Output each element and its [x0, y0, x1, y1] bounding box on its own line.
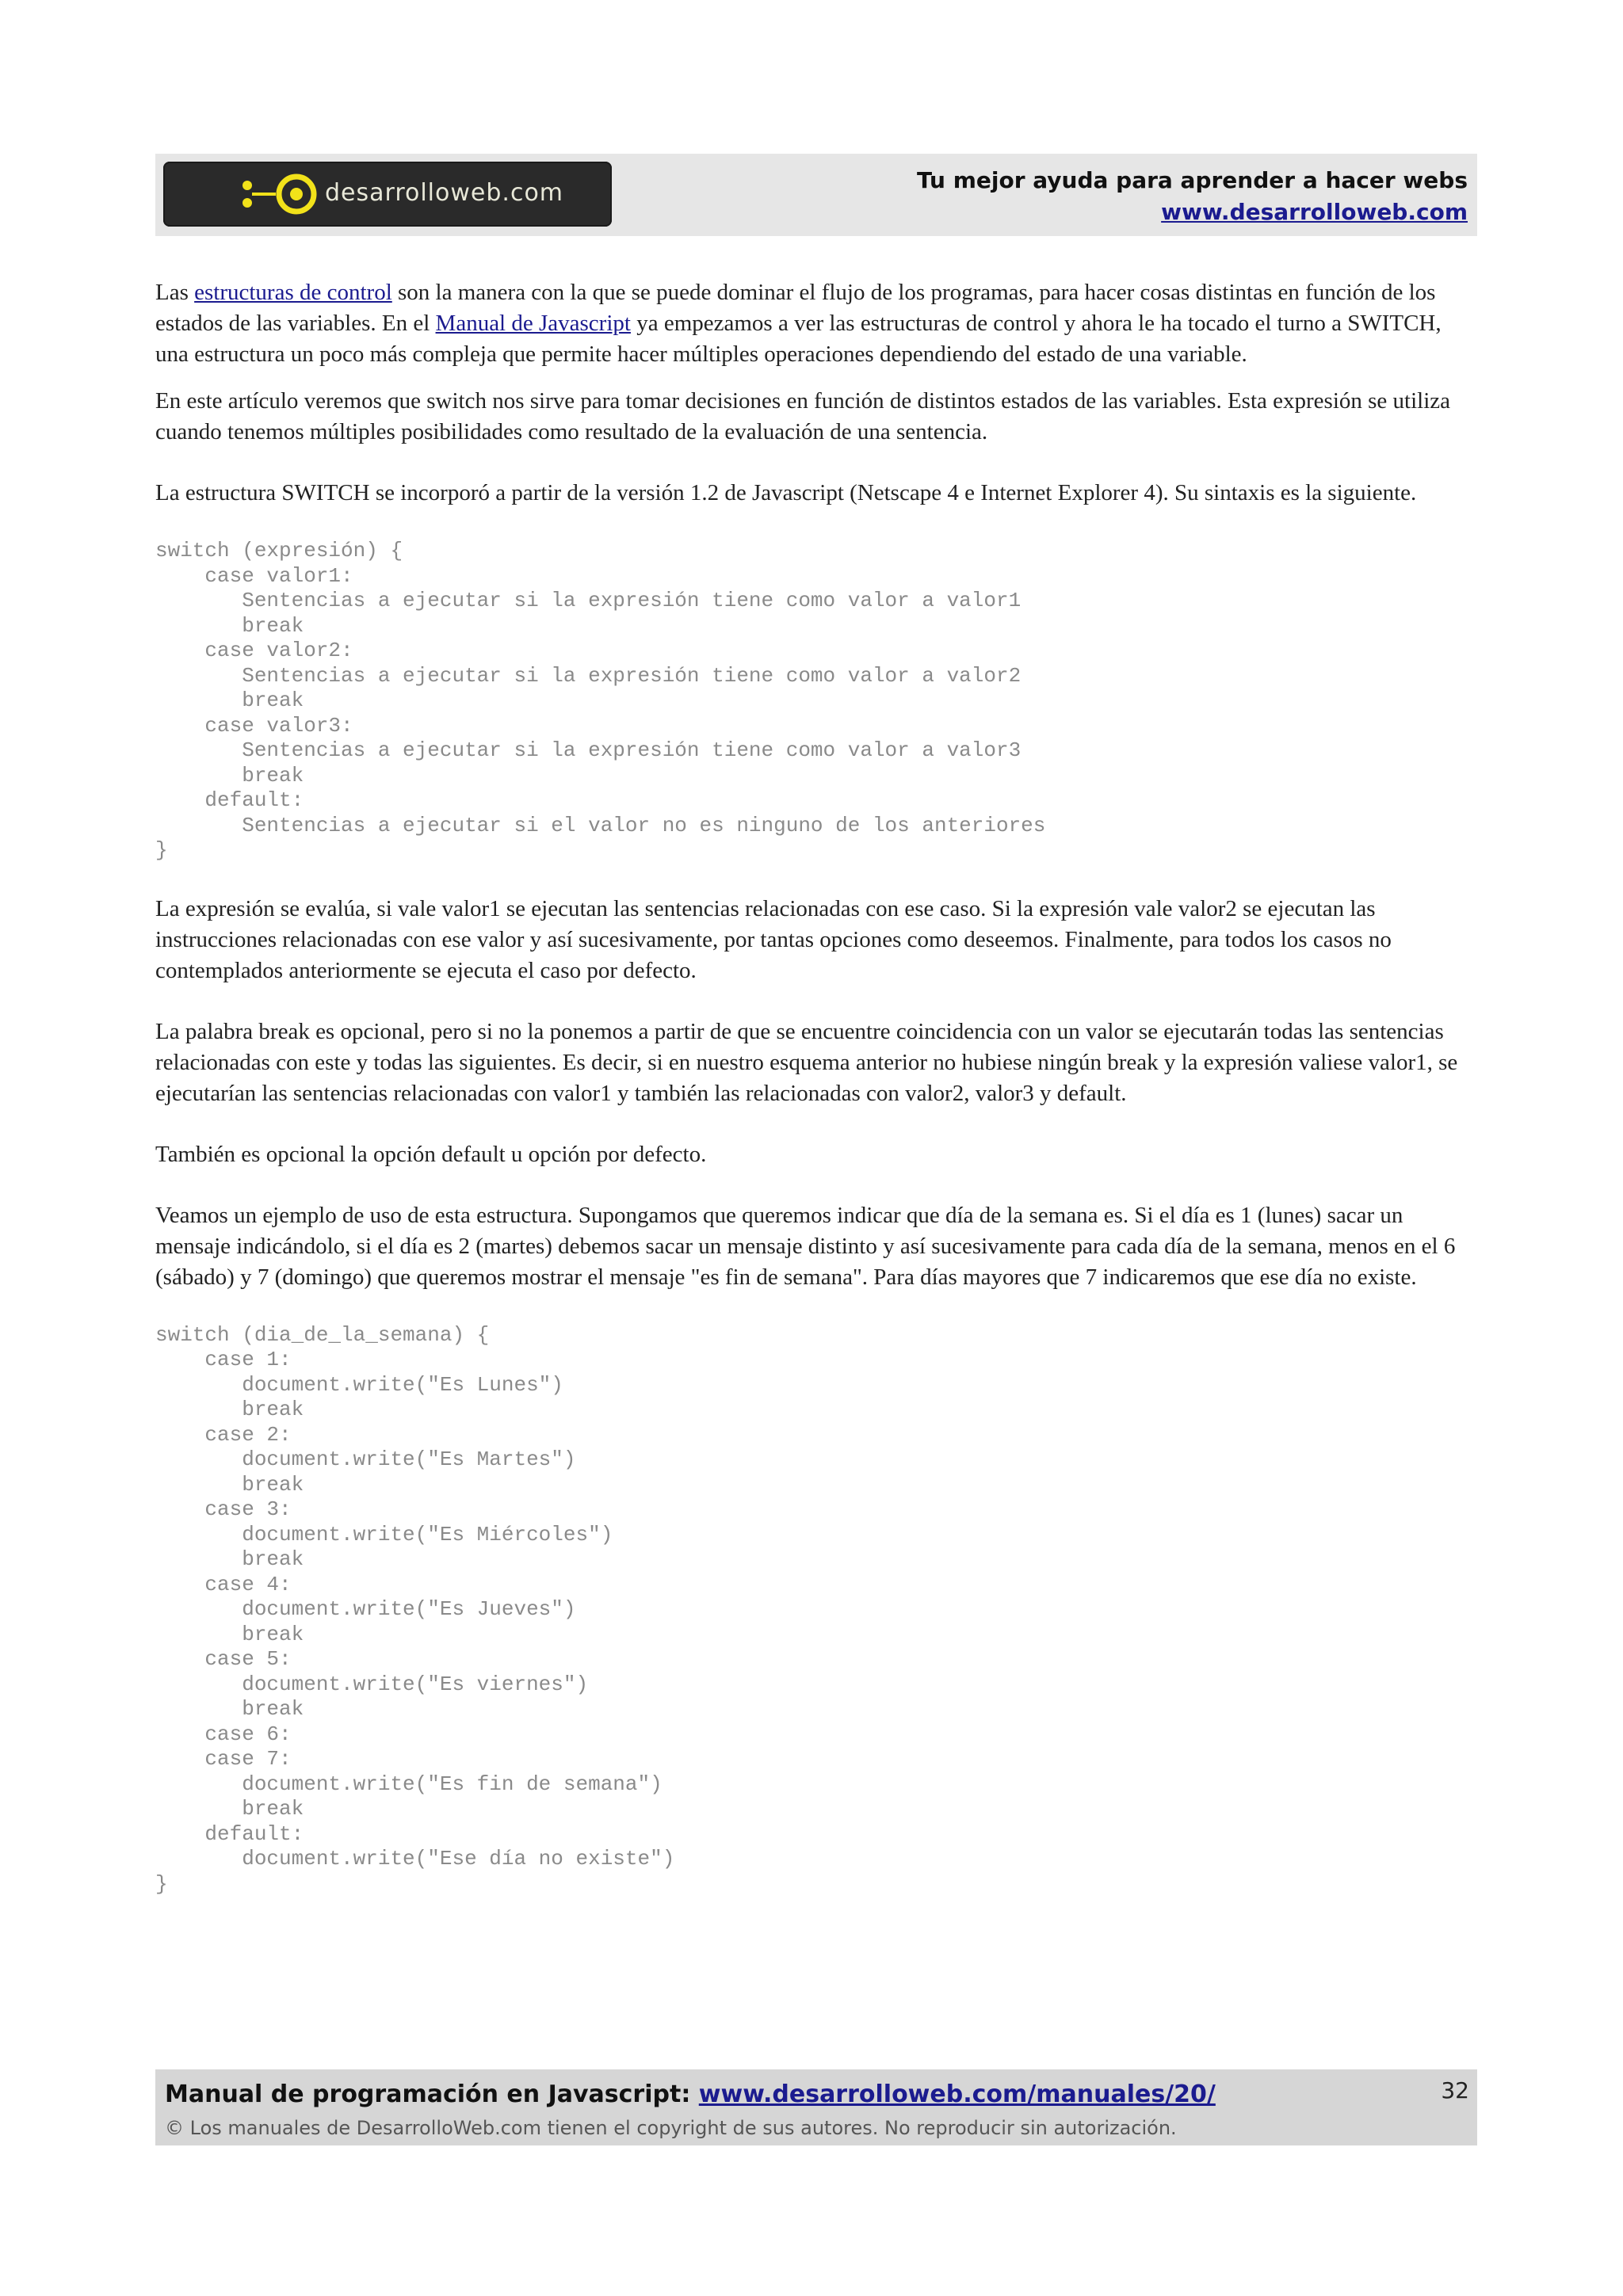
article-content — [155, 277, 1477, 1927]
text-segment: ya empezamos a ver las estructuras de control y ahora le ha tocado el turno a SWITCH, una estructura un poco más compleja que permite hacer múltiples operaciones dependiendo del estado de una variable. — [155, 311, 1442, 367]
code-block-example: switch (dia_de_la_semana) { case 1: document.write("Es Lunes") break case 2: document.write("Es Martes") break case 3: document.write("Es Miércoles") break case 4: document.write("Es Jueves") break case 5: document.write("Es viernes") break case 6: case 7: document.write("Es fin de semana") break default: document.write("Ese día no existe") } — [155, 1322, 675, 1896]
text-segment: son la manera con la que se puede dominar el flujo de los programas, para hacer cosas distintas en función de los estados de las variables. En el — [155, 280, 1436, 336]
paragraph-default: También es opcional la opción default u opción por defecto. — [155, 1141, 707, 1167]
paragraph-evaluation: La expresión se evalúa, si vale valor1 se ejecutan las sentencias relacionadas con ese caso. Si la expresión vale valor2 se ejecutan las instrucciones relacionadas con ese valor y así sucesivamente, por tantas opciones como deseemos. Finalmente, para todos los casos no contemplados anteriormente se ejecuta el caso por defecto. — [155, 895, 1392, 983]
footer-manual-link[interactable]: www.desarrolloweb.com/manuales/20/ — [698, 2081, 1216, 2108]
text-segment: Las — [155, 280, 195, 305]
page-footer — [155, 2069, 1477, 2145]
footer-copyright: © Los manuales de DesarrolloWeb.com tienen el copyright de sus autores. No reproducir sin autorización. — [165, 2117, 1177, 2139]
site-url-link[interactable]: www.desarrolloweb.com — [1161, 199, 1468, 225]
footer-title-text: Manual de programación en Javascript: — [165, 2081, 699, 2108]
tagline-text: Tu mejor ayuda para aprender a hacer webs — [917, 167, 1468, 193]
paragraph-break: La palabra break es opcional, pero si no la ponemos a partir de que se encuentre coincidencia con un valor se ejecutarán todas las sentencias relacionadas con este y todas las siguientes. Es decir, si en nuestro esquema anterior no hubiese ningún break y la expresión valiese valor1, se ejecutarían las sentencias relacionadas con valor1 y también las relacionadas con valor2, valor3 y default. — [155, 1018, 1458, 1106]
logo-text: desarrolloweb.com — [325, 179, 564, 207]
page-header — [155, 154, 1477, 236]
page-number: 32 — [1441, 2077, 1469, 2103]
paragraph-example-intro: Veamos un ejemplo de uso de esta estructura. Supongamos que queremos indicar que día de la semana es. Si el día es 1 (lunes) sacar un mensaje indicándolo, si el día es 2 (martes) debemos sacar un mensaje distinto y así sucesivamente para cada día de la semana, menos en el 6 (sábado) y 7 (domingo) que queremos mostrar el mensaje "es fin de semana". Para días mayores que 7 indicaremos que ese día no existe. — [155, 1202, 1456, 1290]
link-estructuras-de-control[interactable]: estructuras de control — [194, 280, 392, 305]
header-tagline — [917, 165, 1468, 228]
link-manual-javascript[interactable]: Manual de Javascript — [435, 311, 631, 336]
paragraph-switch-syntax-intro: La estructura SWITCH se incorporó a partir de la versión 1.2 de Javascript (Netscape 4 e Internet Explorer 4). Su sintaxis es la siguiente. — [155, 480, 1417, 505]
footer-title — [165, 2081, 1216, 2108]
code-block-syntax: switch (expresión) { case valor1: Sentencias a ejecutar si la expresión tiene como valor a valor1 break case valor2: Sentencias a ejecutar si la expresión tiene como valor a valor2 break case valor3: Sentencias a ejecutar si la expresión tiene como valor a valor3 break default: Sentencias a ejecutar si el valor no es ninguno de los anteriores } — [155, 539, 1046, 862]
logo-symbol-icon — [236, 173, 323, 215]
intro-paragraph — [155, 277, 1477, 370]
paragraph-switch-purpose: En este artículo veremos que switch nos sirve para tomar decisiones en función de distintos estados de las variables. Esta expresión se utiliza cuando tenemos múltiples posibilidades como resultado de la evaluación de una sentencia. — [155, 388, 1451, 444]
site-logo[interactable] — [163, 162, 612, 227]
